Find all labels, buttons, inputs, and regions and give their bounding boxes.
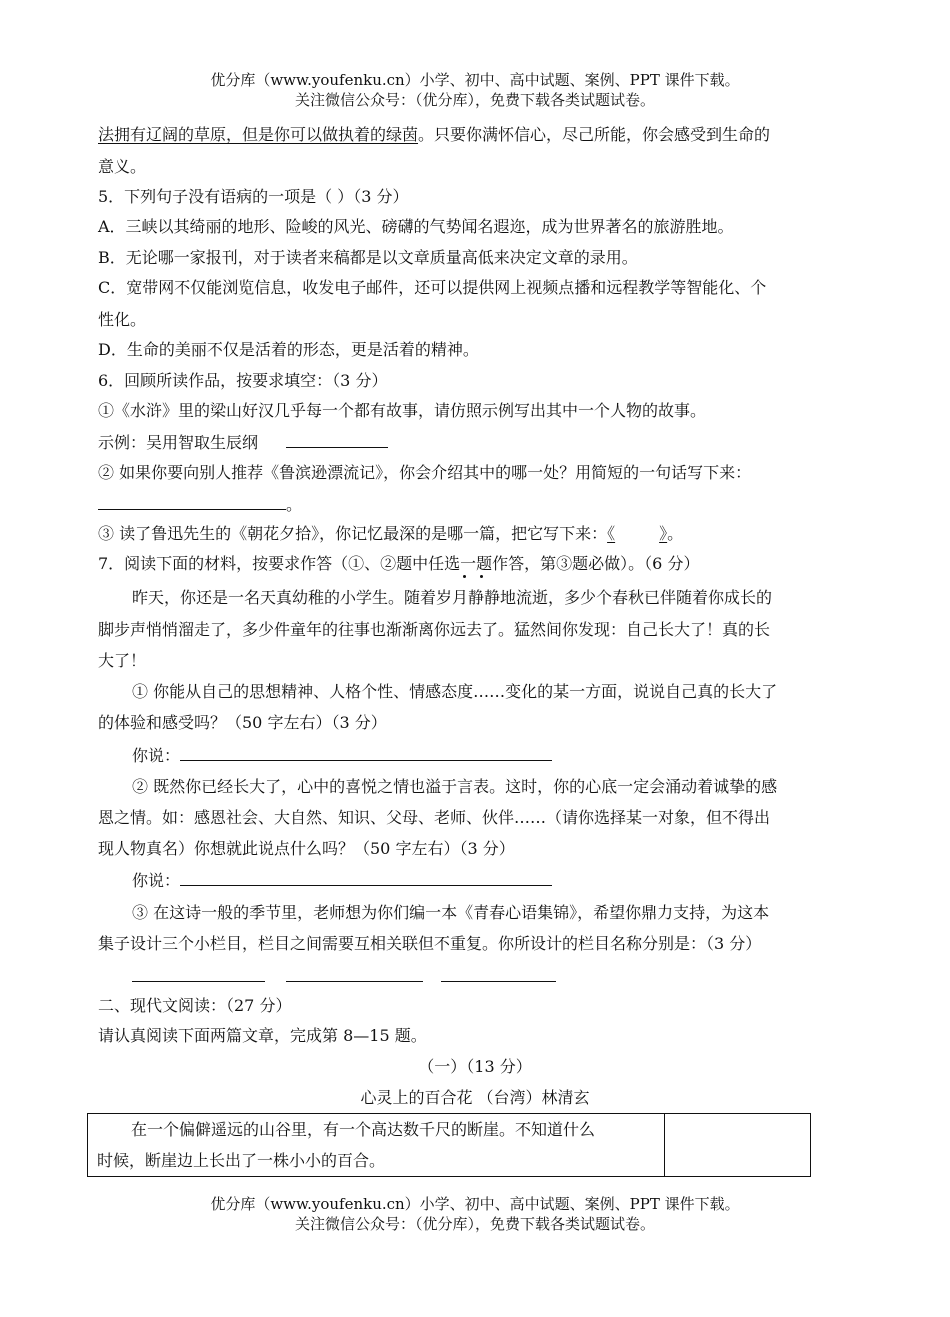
carryover-underlined: 法拥有辽阔的草原，但是你可以做执着的绿茵 xyxy=(98,125,419,144)
q7-sub2-you-say: 你说： xyxy=(132,871,181,890)
q7-sub1-blank[interactable] xyxy=(180,744,552,761)
q6-item-2-blank[interactable] xyxy=(98,493,286,510)
q7-passage-line-3: 大了！ xyxy=(98,651,147,670)
q5-option-d: D．生命的美丽不仅是活着的形态，更是活着的精神。 xyxy=(98,340,479,359)
page-header xyxy=(0,70,950,110)
q5-stem: 5．下列句子没有语病的一项是（ ）（3 分） xyxy=(98,187,409,206)
q6-item-3: ③ 读了鲁迅先生的《朝花夕拾》，你记忆最深的是哪一篇，把它写下来： xyxy=(98,524,608,543)
page-footer xyxy=(0,1194,950,1234)
q7-column-blank-1[interactable] xyxy=(132,965,265,982)
header-line-2: 关注微信公众号：（优分库），免费下载各类试题试卷。 xyxy=(294,91,655,109)
section2-part-label: （一）（13 分） xyxy=(418,1057,532,1076)
header-line-1: 优分库（www.youfenku.cn）小学、初中、高中试题、案例、PPT 课件下载。 xyxy=(210,71,740,89)
q6-item-2: ② 如果你要向别人推荐《鲁滨逊漂流记》，你会介绍其中的哪一处？用简短的一句话写下来： xyxy=(98,463,752,482)
q7-passage-line-1: 昨天，你还是一名天真幼稚的小学生。随着岁月静静地流逝，多少个春秋已伴随着你成长的 xyxy=(132,588,773,607)
q6-item-2-answer-line xyxy=(98,493,302,516)
article-title: 心灵上的百合花 （台湾）林清玄 xyxy=(360,1088,590,1107)
margin-divider xyxy=(664,1114,665,1176)
q7-sub1-line-1: ① 你能从自己的思想精神、人格个性、情感态度……变化的某一方面，说说自己真的长大了 xyxy=(132,682,778,701)
article-body-line-2: 时候，断崖边上长出了一株小小的百合。 xyxy=(97,1151,386,1170)
q7-sub2-answer-line xyxy=(132,869,552,892)
q6-item-3-end: 。 xyxy=(667,524,684,543)
q6-item-3-open: 《 xyxy=(607,524,616,543)
q5-option-a: A．三峡以其绮丽的地形、险峻的风光、磅礴的气势闻名遐迩，成为世界著名的旅游胜地。 xyxy=(98,217,734,236)
q6-example-line xyxy=(98,431,388,454)
q5-option-b: B．无论哪一家报刊，对于读者来稿都是以文章质量高低来决定文章的录用。 xyxy=(98,248,638,267)
q6-item-3-close: 》 xyxy=(659,524,668,543)
q7-column-blank-2[interactable] xyxy=(286,965,423,982)
emphasis-dot xyxy=(480,575,483,578)
q6-item-1: ①《水浒》里的梁山好汉几乎每一个都有故事，请仿照示例写出其中一个人物的故事。 xyxy=(98,401,707,420)
q7-stem: 7．阅读下面的材料，按要求作答（①、②题中任选一题作答，第③题必做）。（6 分） xyxy=(98,554,700,573)
q7-sub2-blank[interactable] xyxy=(180,869,552,886)
q6-example-blank[interactable] xyxy=(286,431,388,448)
q7-passage-line-2: 脚步声悄悄溜走了，多少件童年的往事也渐渐离你远去了。猛然间你发现：自己长大了！真的长 xyxy=(98,620,771,639)
article-body-line-1: 在一个偏僻遥远的山谷里，有一个高达数千尺的断崖。不知道什么 xyxy=(131,1120,596,1139)
q7-sub3-line-1: ③ 在这诗一般的季节里，老师想为你们编一本《青春心语集锦》，希望你鼎力支持，为这本 xyxy=(132,903,770,922)
section2-instruction: 请认真阅读下面两篇文章，完成第 8—15 题。 xyxy=(98,1026,427,1045)
footer-line-1: 优分库（www.youfenku.cn）小学、初中、高中试题、案例、PPT 课件下载。 xyxy=(210,1195,740,1213)
carryover-line-1 xyxy=(98,124,770,146)
q6-item-3-line xyxy=(98,523,683,545)
q7-sub1-you-say: 你说： xyxy=(132,746,181,765)
footer-line-2: 关注微信公众号：（优分库），免费下载各类试题试卷。 xyxy=(294,1215,655,1233)
q7-sub1-line-2: 的体验和感受吗？（50 字左右）（3 分） xyxy=(98,713,387,732)
q7-sub3-answer-line xyxy=(132,965,556,988)
q6-stem: 6．回顾所读作品，按要求填空：（3 分） xyxy=(98,371,388,390)
carryover-rest: 。只要你满怀信心，尽己所能，你会感受到生命的 xyxy=(418,125,771,144)
q7-sub3-line-2: 集子设计三个小栏目，栏目之间需要互相关联但不重复。你所设计的栏目名称分别是：（3 分） xyxy=(98,934,762,953)
q6-example: 示例：吴用智取生辰纲 xyxy=(98,433,259,452)
carryover-line-2: 意义。 xyxy=(98,157,147,176)
q7-sub2-line-1: ② 既然你已经长大了，心中的喜悦之情也溢于言表。这时，你的心底一定会涌动着诚挚的感 xyxy=(132,777,778,796)
q7-sub2-line-3: 现人物真名）你想就此说点什么吗？（50 字左右）（3 分） xyxy=(98,839,515,858)
q6-item-3-answer[interactable] xyxy=(607,524,667,543)
emphasis-dot xyxy=(463,575,466,578)
q5-option-c-line-2: 性化。 xyxy=(98,310,147,329)
article-text-box xyxy=(87,1113,811,1177)
q7-sub2-line-2: 恩之情。如：感恩社会、大自然、知识、父母、老师、伙伴……（请你选择某一对象，但不得出 xyxy=(98,808,771,827)
q7-column-blank-3[interactable] xyxy=(441,965,556,982)
section2-heading: 二、现代文阅读：（27 分） xyxy=(98,996,292,1015)
q6-item-2-end: 。 xyxy=(286,495,303,514)
q5-option-c-line-1: C．宽带网不仅能浏览信息，收发电子邮件，还可以提供网上视频点播和远程教学等智能化、个 xyxy=(98,278,767,297)
q7-sub1-answer-line xyxy=(132,744,552,767)
